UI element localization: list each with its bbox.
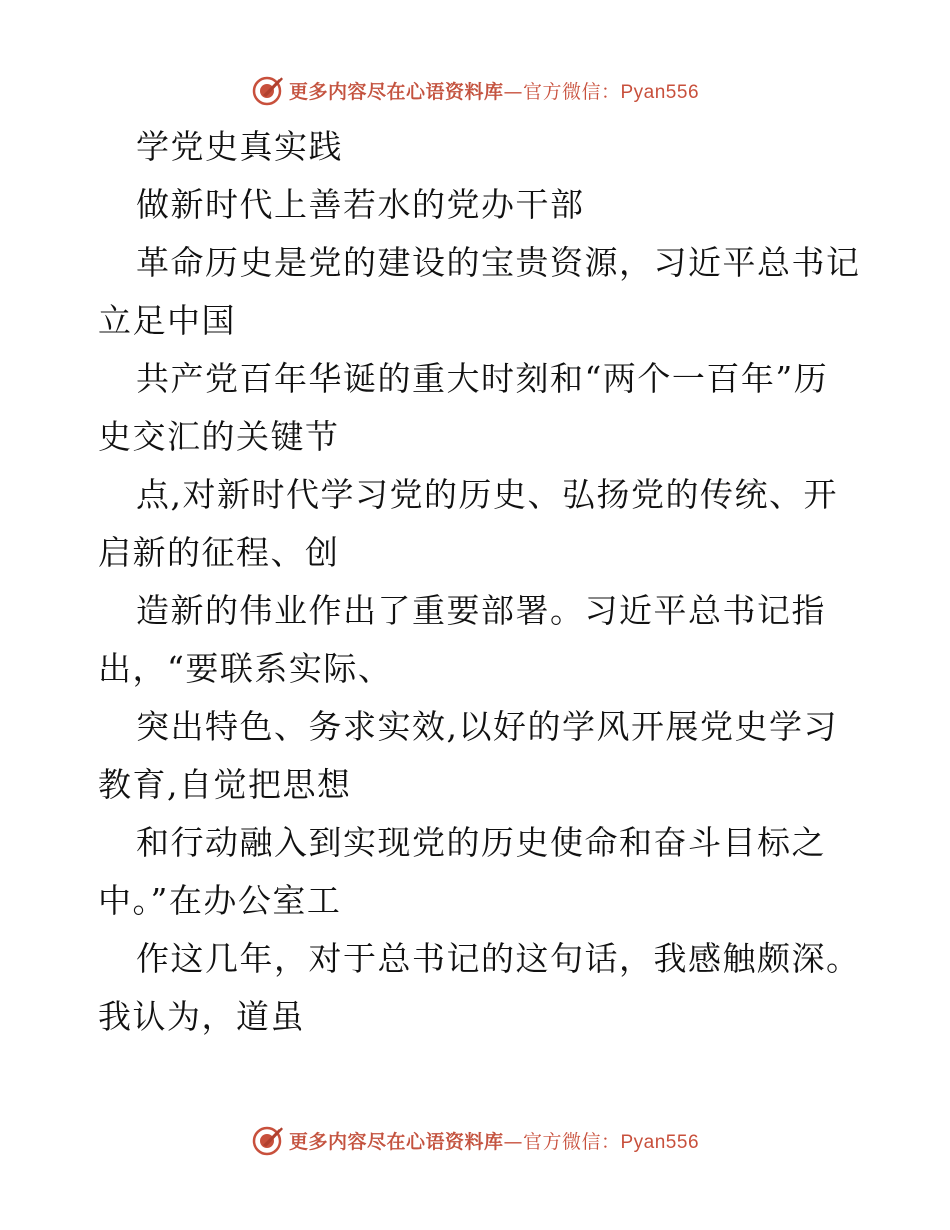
text-line: 教育,自觉把思想: [98, 765, 352, 804]
footer-watermark: [0, 1120, 950, 1160]
text-line: 做新时代上善若水的党办干部: [136, 185, 585, 224]
quill-logo-icon: [251, 1123, 285, 1157]
watermark-wechat-id: Pyan556: [620, 1131, 700, 1153]
watermark-text: [289, 77, 699, 104]
text-line: 出，“要联系实际、: [98, 649, 393, 688]
text-line: 革命历史是党的建设的宝贵资源，习近平总书记: [136, 243, 861, 282]
text-line: 史交汇的关键节: [98, 417, 340, 456]
text-line: 启新的征程、创: [98, 533, 340, 572]
watermark-sub-text: 官方微信：: [522, 1130, 621, 1153]
quill-logo-icon: [251, 73, 285, 107]
watermark-separator: —: [503, 1130, 523, 1153]
text-line: 突出特色、务求实效,以好的学风开展党史学习: [136, 707, 838, 746]
text-line: 立足中国: [98, 301, 236, 340]
text-line: 共产党百年华诞的重大时刻和“两个一百年”历: [136, 359, 829, 398]
watermark-separator: —: [503, 80, 523, 103]
watermark-wechat-id: Pyan556: [620, 81, 700, 103]
watermark-main-text: 更多内容尽在心语资料库: [288, 80, 504, 103]
text-line: 我认为，道虽: [98, 997, 305, 1036]
document-body: [98, 118, 868, 1046]
text-line: 学党史真实践: [136, 127, 343, 166]
text-line: 和行动融入到实现党的历史使命和奋斗目标之: [136, 823, 826, 862]
watermark-text: [289, 1127, 699, 1154]
text-line: 中。”在办公室工: [98, 881, 342, 920]
watermark-main-text: 更多内容尽在心语资料库: [288, 1130, 504, 1153]
header-watermark: [0, 70, 950, 110]
text-line: 作这几年，对于总书记的这句话，我感触颇深。: [136, 939, 861, 978]
text-line: 点,对新时代学习党的历史、弘扬党的传统、开: [136, 475, 838, 514]
watermark-sub-text: 官方微信：: [522, 80, 621, 103]
text-line: 造新的伟业作出了重要部署。习近平总书记指: [136, 591, 826, 630]
